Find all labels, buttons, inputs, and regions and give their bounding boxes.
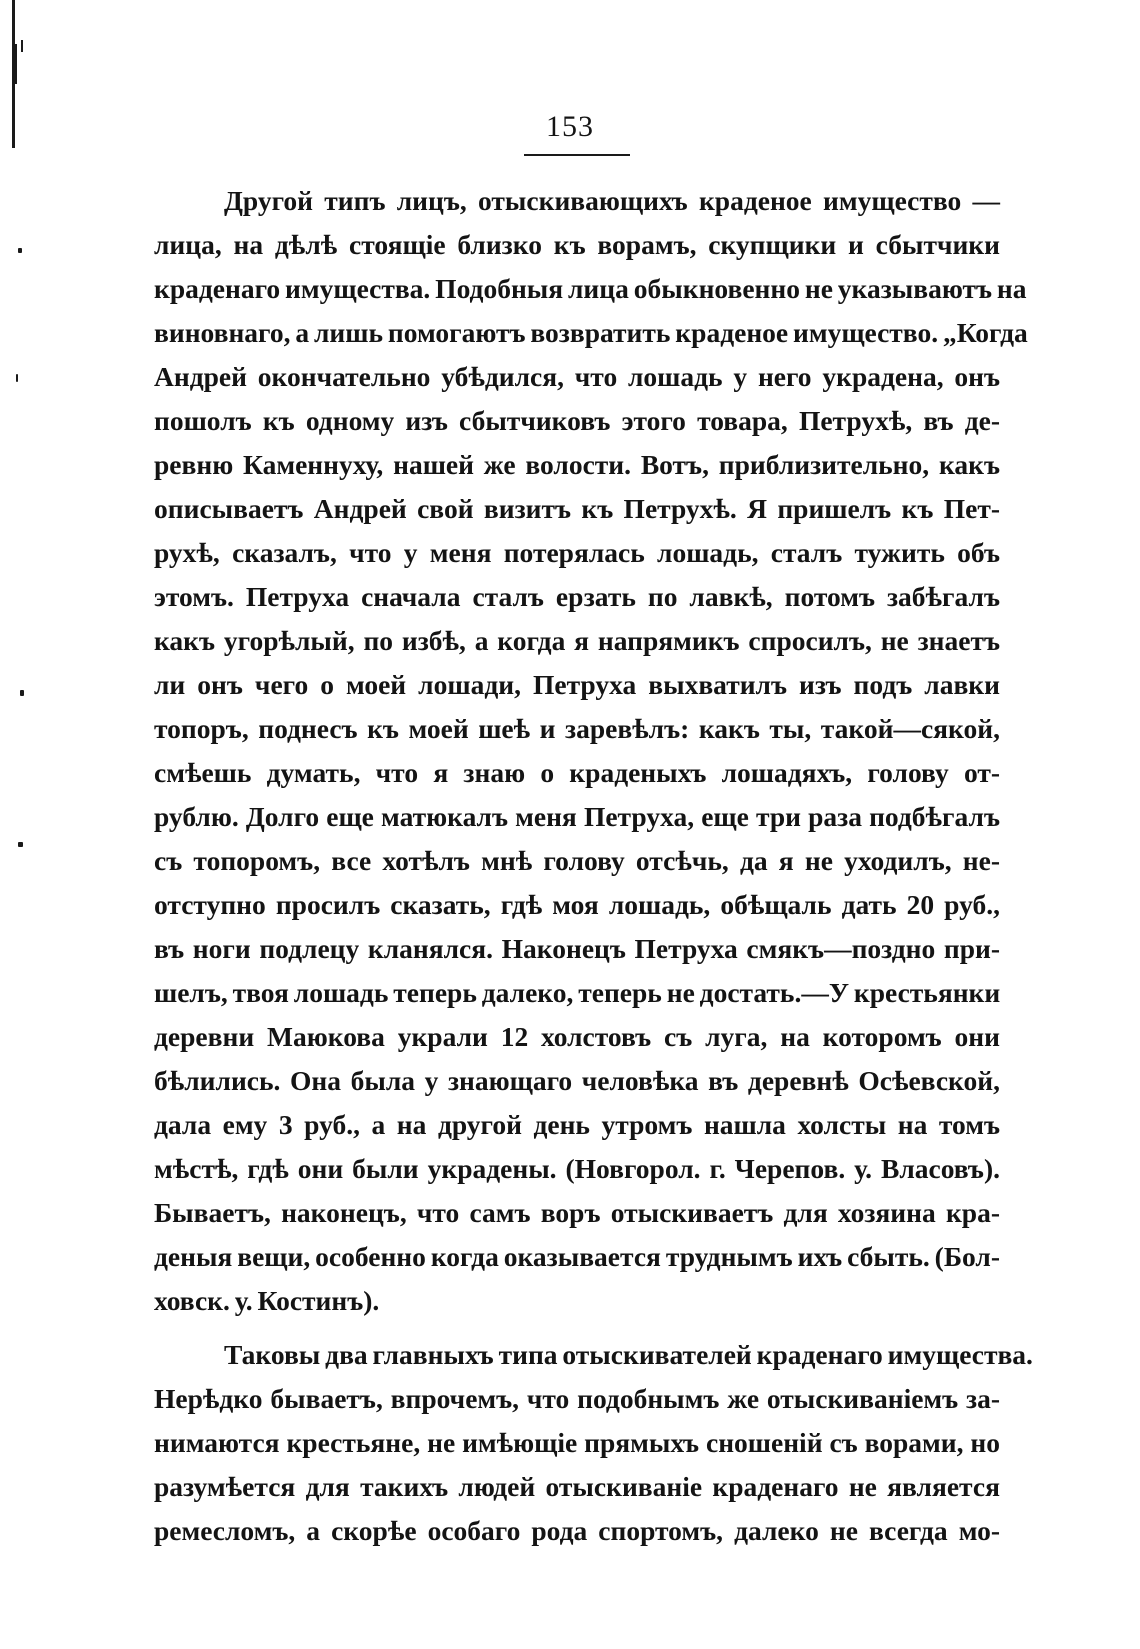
text-line: ли онъ чего о моей лошади, Петруха выхватилъ изъ подъ лавки — [154, 669, 1000, 700]
text-line: мѣстѣ, гдѣ они были украдены. (Новгорол. г. Черепов. у. Власовъ). — [154, 1153, 1000, 1184]
text-line: съ топоромъ, все хотѣлъ мнѣ голову отсѣчь, да я не уходилъ, не- — [154, 845, 1000, 876]
text-line: Бываетъ, наконецъ, что самъ воръ отыскиваетъ для хозяина кра- — [154, 1197, 1000, 1228]
text-line: ревню Каменнуху, нашей же волости. Вотъ, приблизительно, какъ — [154, 449, 1000, 480]
text-line: рублю. Долго еще матюкалъ меня Петруха, еще три раза подбѣгалъ — [154, 801, 1000, 832]
scan-speck — [18, 248, 22, 253]
paragraph — [154, 1333, 1033, 1553]
text-line: деныя вещи, особенно когда оказывается труднымъ ихъ сбыть. (Бол- — [154, 1241, 1000, 1272]
page-number-rule — [524, 154, 630, 156]
text-line: ховск. у. Костинъ). — [154, 1285, 380, 1316]
binding-edge-mark — [21, 40, 23, 52]
text-line: этомъ. Петруха сначала сталъ ерзать по лавкѣ, потомъ забѣгалъ — [154, 581, 1000, 612]
text-line: описываетъ Андрей свой визитъ къ Петрухѣ. Я пришелъ къ Пет- — [154, 493, 1000, 524]
text-line: ремесломъ, а скорѣе особаго рода спортомъ, далеко не всегда мо- — [154, 1515, 1000, 1546]
text-line: бѣлились. Она была у знающаго человѣка въ деревнѣ Осѣевской, — [154, 1065, 1000, 1096]
text-line: виновнаго, а лишь помогаютъ возвратить краденое имущество. „Когда — [154, 317, 1028, 348]
text-line: въ ноги подлецу кланялся. Наконецъ Петруха смякъ—поздно при- — [154, 933, 1000, 964]
text-line: рухѣ, сказалъ, что у меня потерялась лошадь, сталъ тужить объ — [154, 537, 1000, 568]
binding-edge-mark — [15, 44, 17, 84]
text-line: разумѣется для такихъ людей отыскиваніе краденаго не является — [154, 1471, 1000, 1502]
text-line: пошолъ къ одному изъ сбытчиковъ этого товара, Петрухѣ, въ де- — [154, 405, 1000, 436]
text-line: шелъ, твоя лошадь теперь далеко, теперь не достать.—У крестьянки — [154, 977, 1001, 1008]
text-line: Андрей окончательно убѣдился, что лошадь у него украдена, онъ — [154, 361, 1000, 392]
text-line: деревни Маюкова украли 12 холстовъ съ луга, на которомъ они — [154, 1021, 1000, 1052]
scan-speck — [18, 842, 23, 847]
paragraph — [154, 179, 1028, 1323]
text-line: топоръ, поднесъ къ моей шеѣ и заревѣлъ: какъ ты, такой—сякой, — [154, 713, 1000, 744]
text-line: отступно просилъ сказать, гдѣ моя лошадь, обѣщаль дать 20 руб., — [154, 889, 1000, 920]
text-line: нимаются крестьяне, не имѣющіе прямыхъ сношеній съ ворами, но — [154, 1427, 1000, 1458]
text-line: Таковы два главныхъ типа отыскивателей краденаго имущества. — [224, 1339, 1033, 1370]
body-text — [154, 179, 1033, 1553]
page-number: 153 — [546, 110, 594, 143]
text-line: Нерѣдко бываетъ, впрочемъ, что подобнымъ же отыскиваніемъ за- — [154, 1383, 1000, 1414]
text-line: Другой типъ лицъ, отыскивающихъ краденое имущество — — [224, 185, 1000, 216]
text-line: лица, на дѣлѣ стоящіе близко къ ворамъ, скупщики и сбытчики — [154, 229, 1000, 260]
text-line: смѣешь думать, что я знаю о краденыхъ лошадяхъ, голову от- — [154, 757, 1000, 788]
text-line: дала ему 3 руб., а на другой день утромъ нашла холсты на томъ — [154, 1109, 1000, 1140]
text-line: какъ угорѣлый, по избѣ, а когда я напрямикъ спросилъ, не знаетъ — [154, 625, 1000, 656]
scan-speck — [16, 374, 18, 382]
scan-speck — [20, 690, 24, 696]
text-line: краденаго имущества. Подобныя лица обыкновенно не указываютъ на — [154, 273, 1027, 304]
